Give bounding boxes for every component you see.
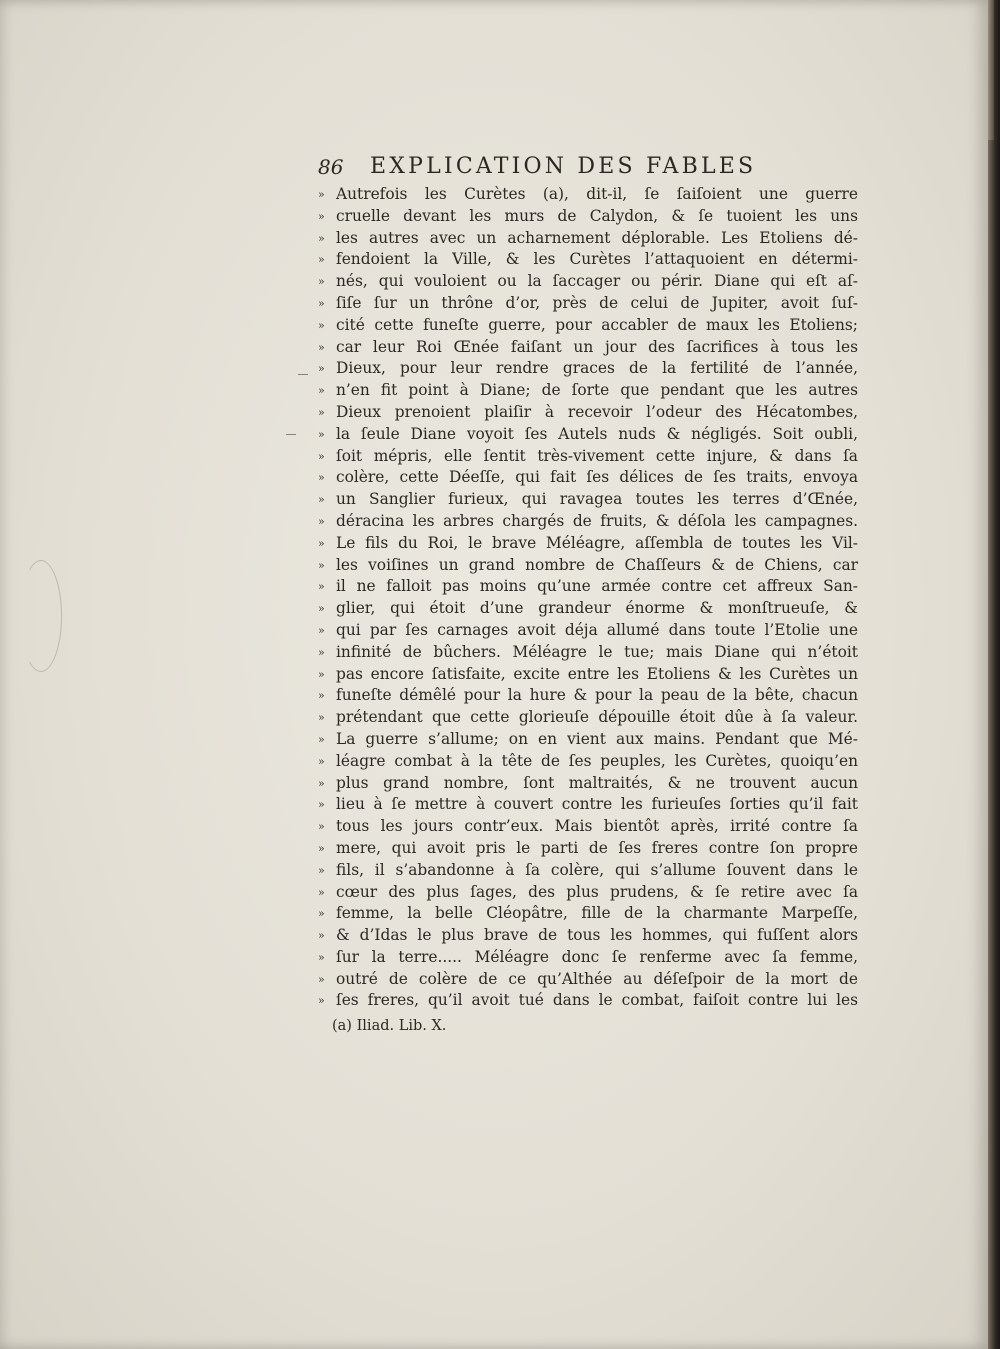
text-line — [318, 315, 858, 337]
quote-mark: » — [318, 689, 324, 703]
line-text: colère, cette Déeſſe, qui fait ſes délices de ſes traits, envoya — [336, 468, 858, 487]
text-line — [318, 664, 858, 686]
quote-mark: » — [318, 275, 324, 289]
book-spine-highlight — [988, 0, 994, 140]
quote-mark: » — [318, 950, 324, 964]
text-block — [318, 152, 858, 1036]
text-line — [318, 642, 858, 664]
text-line — [318, 794, 858, 816]
quote-mark: » — [318, 188, 324, 201]
text-line — [318, 402, 858, 424]
text-line — [318, 838, 858, 860]
quote-mark: » — [318, 231, 324, 245]
line-text: tous les jours contr’eux. Mais bientôt après, irrité contre ſa — [336, 817, 858, 836]
line-text: ſiſe ſur un thrône d’or, près de celui de Jupiter, avoit ſuſ- — [336, 293, 858, 312]
text-line — [318, 925, 858, 947]
quote-mark: » — [318, 972, 324, 986]
quote-mark: » — [318, 340, 324, 354]
text-line — [318, 576, 858, 598]
line-text: les voiſines un grand nombre de Chaſſeurs & de Chiens, car — [336, 555, 858, 574]
quote-mark: » — [318, 776, 324, 790]
quote-mark: » — [318, 253, 324, 267]
text-line — [318, 903, 858, 925]
quote-mark: » — [318, 514, 324, 528]
body-text — [318, 184, 858, 1012]
text-line — [318, 184, 858, 206]
line-text: lieu à ſe mettre à couvert contre les furieuſes ſorties qu’il fait — [336, 795, 858, 814]
text-line — [318, 446, 858, 468]
text-line — [318, 424, 858, 446]
page-stain — [20, 560, 62, 672]
text-line — [318, 358, 858, 380]
quote-mark: » — [318, 384, 324, 398]
line-text: un Sanglier furieux, qui ravagea toutes les terres d’Œnée, — [336, 490, 858, 509]
quote-mark: » — [318, 427, 324, 441]
line-text: Dieux prenoient plaiſir à recevoir l’odeur des Hécatombes, — [336, 402, 858, 421]
text-line — [318, 729, 858, 751]
text-line — [318, 228, 858, 250]
line-text: Le fils du Roi, le brave Méléagre, aſſembla de toutes les Vil- — [336, 533, 858, 552]
quote-mark: » — [318, 754, 324, 768]
text-line — [318, 882, 858, 904]
line-text: Dieux, pour leur rendre graces de la fertilité de l’année, — [336, 359, 858, 378]
quote-mark: » — [318, 885, 324, 899]
line-text: cruelle devant les murs de Calydon, & ſe tuoient les uns — [336, 206, 858, 225]
text-line — [318, 598, 858, 620]
line-text: cœur des plus ſages, des plus prudens, & ſe retire avec ſa — [336, 882, 858, 901]
quote-mark: » — [318, 841, 324, 855]
quote-mark: » — [318, 493, 324, 507]
text-line — [318, 969, 858, 991]
quote-mark: » — [318, 296, 324, 310]
quote-mark: » — [318, 536, 324, 550]
line-text: léagre combat à la tête de ſes peuples, les Curètes, quoiqu’en — [336, 751, 858, 770]
page-title: EXPLICATION DES FABLES — [370, 154, 757, 179]
margin-mark — [286, 434, 296, 435]
line-text: car leur Roi Œnée faiſant un jour des ſacrifices à tous les — [336, 337, 858, 356]
line-text: femme, la belle Cléopâtre, fille de la charmante Marpeſſe, — [336, 904, 858, 923]
quote-mark: » — [318, 602, 324, 616]
line-text: cité cette funeſte guerre, pour accabler de maux les Etoliens; — [336, 315, 858, 334]
quote-mark: » — [318, 623, 324, 637]
text-line — [318, 707, 858, 729]
text-line — [318, 511, 858, 533]
quote-mark: » — [318, 863, 324, 877]
quote-mark: » — [318, 558, 324, 572]
quote-mark: » — [318, 798, 324, 812]
quote-mark: » — [318, 645, 324, 659]
quote-mark: » — [318, 711, 324, 725]
line-text: il ne falloit pas moins qu’une armée contre cet affreux San- — [336, 577, 858, 596]
line-text: n’en fit point à Diane; de ſorte que pendant que les autres — [336, 381, 858, 400]
text-line — [318, 990, 858, 1012]
quote-mark: » — [318, 907, 324, 921]
quote-mark: » — [318, 405, 324, 419]
line-text: plus grand nombre, ſont maltraités, & ne trouvent aucun — [336, 773, 858, 792]
line-text: infinité de bûchers. Méléagre le tue; mais Diane qui n’étoit — [336, 642, 858, 661]
text-line — [318, 751, 858, 773]
quote-mark: » — [318, 732, 324, 746]
line-text: nés, qui vouloient ou la ſaccager ou périr. Diane qui eſt aſ- — [336, 272, 858, 291]
line-text: fendoient la Ville, & les Curètes l’attaquoient en détermi- — [336, 250, 858, 269]
text-line — [318, 947, 858, 969]
quote-mark: » — [318, 580, 324, 594]
text-line — [318, 555, 858, 577]
text-line — [318, 816, 858, 838]
line-text: prétendant que cette glorieuſe dépouille étoit dûe à ſa valeur. — [336, 708, 858, 727]
line-text: outré de colère de ce qu’Althée au déſeſpoir de la mort de — [336, 969, 858, 988]
text-line — [318, 249, 858, 271]
line-text: La guerre s’allume; on en vient aux mains. Pendant que Mé- — [336, 729, 858, 748]
page-number: 86 — [318, 155, 344, 179]
footnote: (a) Iliad. Lib. X. — [332, 1018, 447, 1035]
text-line — [318, 773, 858, 795]
quote-mark: » — [318, 820, 324, 834]
text-line — [318, 620, 858, 642]
quote-mark: » — [318, 449, 324, 463]
line-text: pas encore ſatisfaite, excite entre les Etoliens & les Curètes un — [336, 664, 858, 683]
text-line — [318, 337, 858, 359]
text-line — [318, 380, 858, 402]
line-text: glier, qui étoit d’une grandeur énorme & monſtrueuſe, & — [336, 599, 858, 618]
line-text: les autres avec un acharnement déplorable. Les Etoliens dé- — [336, 228, 858, 247]
margin-mark — [298, 374, 308, 375]
text-line — [318, 533, 858, 555]
quote-mark: » — [318, 667, 324, 681]
line-text: la ſeule Diane voyoit ſes Autels nuds & négligés. Soit oubli, — [336, 424, 858, 443]
line-text: qui par ſes carnages avoit déja allumé dans toute l’Etolie une — [336, 620, 858, 639]
text-line — [318, 293, 858, 315]
quote-mark: » — [318, 471, 324, 485]
text-line — [318, 489, 858, 511]
line-text: ſoit mépris, elle ſentit très-vivement cette injure, & dans ſa — [336, 446, 858, 465]
quote-mark: » — [318, 362, 324, 376]
book-spine-edge — [988, 0, 1000, 1349]
quote-mark: » — [318, 318, 324, 332]
text-line — [318, 860, 858, 882]
text-line — [318, 206, 858, 228]
line-text: Autrefois les Curètes (a), dit-il, ſe ſaiſoient une guerre — [336, 185, 858, 203]
line-text: ſes freres, qu’il avoit tué dans le combat, faiſoit contre lui les — [336, 991, 858, 1010]
text-line — [318, 271, 858, 293]
quote-mark: » — [318, 209, 324, 223]
line-text: ſur la terre..... Méléagre donc ſe renferme avec ſa femme, — [336, 947, 858, 966]
line-text: funeſte démêlé pour la hure & pour la peau de la bête, chacun — [336, 686, 858, 705]
quote-mark: » — [318, 929, 324, 943]
line-text: fils, il s’abandonne à ſa colère, qui s’allume ſouvent dans le — [336, 860, 858, 879]
running-header — [318, 152, 858, 182]
quote-mark: » — [318, 994, 324, 1008]
line-text: & d’Idas le plus brave de tous les hommes, qui fuſſent alors — [336, 926, 858, 945]
line-text: mere, qui avoit pris le parti de ſes freres contre ſon propre — [336, 838, 858, 857]
text-line — [318, 685, 858, 707]
text-line — [318, 467, 858, 489]
line-text: déracina les arbres chargés de fruits, & déſola les campagnes. — [336, 511, 858, 530]
